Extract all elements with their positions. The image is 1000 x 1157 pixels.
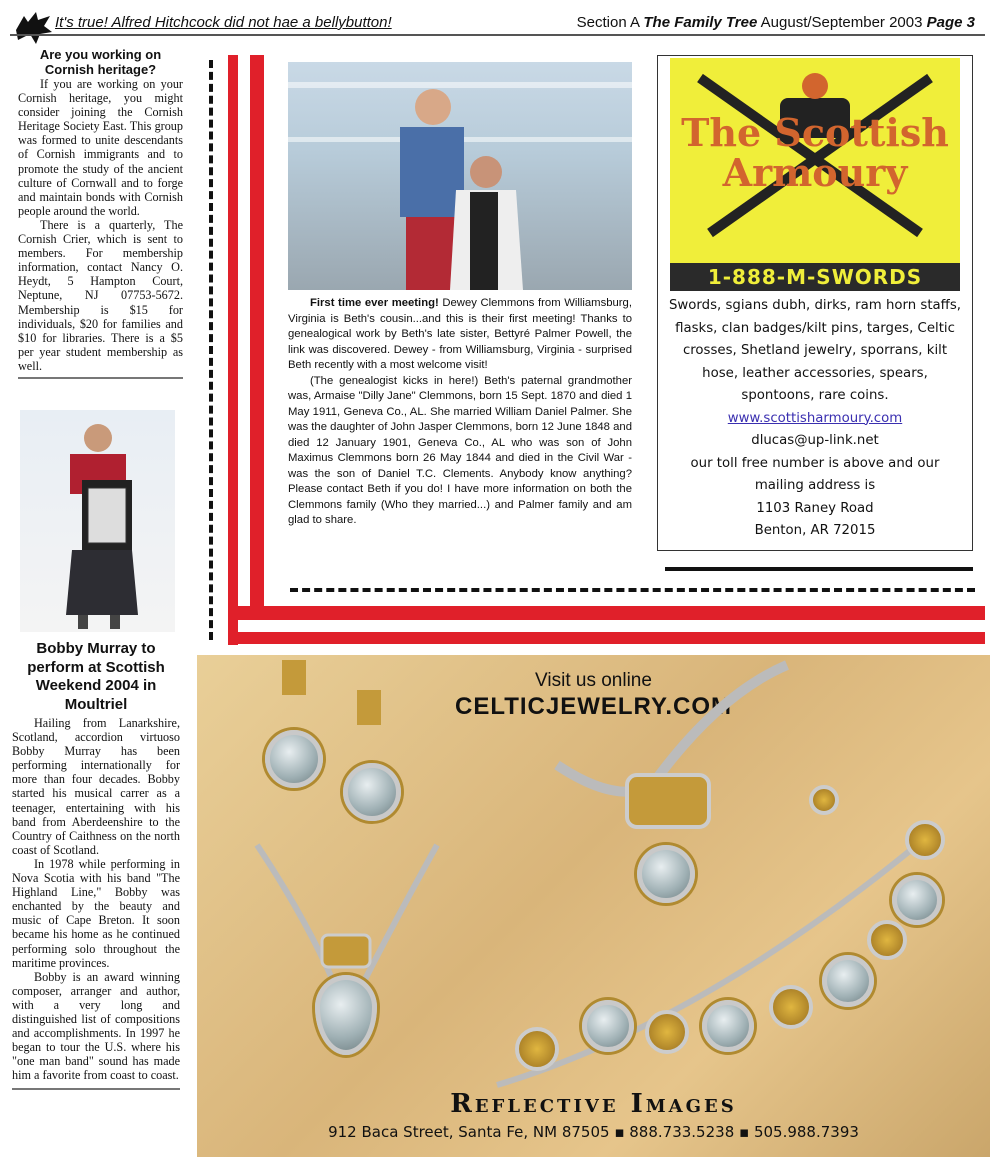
armoury-email: dlucas@up-link.net [751,433,879,448]
red-border [228,632,985,644]
page-header [10,6,985,36]
bobby-murray-photo [20,410,175,632]
red-border [228,606,985,620]
meeting-photo [288,62,632,290]
armoury-phone: 1-888-M-SWORDS [670,263,960,291]
celtic-jewelry-ad: Visit us online CELTICJEWELRY.COM Reflective Images 912 Baca Street, Santa Fe, NM 87505 ▪ 888.733.5238 ▪ 505.988.7393 [197,655,990,1157]
column-divider [209,60,213,640]
scottish-armoury-ad: The Scottish Armoury 1-888-M-SWORDS Swords, sgians dubh, dirks, ram horn staffs, flasks, clan badges/kilt pins, targes, Celtic crosses, Shetland jewelry, sporrans, kilt hose, leather accessories, spears, spontoons, rare coins. www.scottisharmoury.com dlucas@up-link.net our toll free number is above and our mailing address is 1103 Raney Road Benton, AR 72015 [657,55,973,551]
red-border [250,55,264,615]
divider [290,588,975,592]
cornish-article: Are you working on Cornish heritage? If you are working on your Cornish heritage, you might consider joining the Cornish Heritage Society East. This group was formed to unite descendants of Cornish immigrants and to promote the study of the ancient culture of Cornwall and to forge and maintain bonds with Cornish people around the world. There is a quarterly, The Cornish Crier, which is sent to members. For membership information, contact Nancy O. Heydt, 5 Hampton Court, Neptune, NJ 07753-5672. Membership is $15 for individuals, $20 for families and $10 for libraries. There is a $5 per year student membership as well. [18,47,183,379]
jewelry-photo [197,655,990,1157]
trivia-line: It's true! Alfred Hitchcock did not hae a bellybutton! [55,14,392,31]
divider [665,567,973,571]
armoury-logo: The Scottish Armoury [670,58,960,263]
page-info: Section A The Family Tree August/September 2003 Page 3 [576,14,975,31]
headline: Bobby Murray to perform at Scottish Weekend 2004 in Moultriel [27,640,165,713]
bobby-murray-article: Bobby Murray to perform at Scottish Weekend 2004 in Moultriel Hailing from Lanarkshire, Scotland, accordion virtuoso Bobby Murray has been performing internationally for more than four decades. Bobby started his musical carrer as a teenager, entertaining with his band from Aberdeenshire to the Country of Caithness on the north coast of Scotland. In 1978 while performing in Nova Scotia with his band "The Highland Line," Bobby was enchanted by the beauty and music of Cape Breton. It soon became his home as he continued performing solo throughout the maritime provinces. Bobby is an award winning composer, arranger and author, with a very long and distinguished list of compositions and accomplishments. In 1997 he began to tour the U.S. where his "one man band" sound has made him a favorite from coast to coast. [12,640,180,1090]
headline: Are you working on Cornish heritage? [39,47,162,77]
brand-name: Reflective Images [450,1089,737,1119]
armoury-website-link[interactable]: www.scottisharmoury.com [727,410,903,426]
red-border [228,55,238,645]
brand-address: 912 Baca Street, Santa Fe, NM 87505 ▪ 888.733.5238 ▪ 505.988.7393 [328,1123,859,1141]
meeting-caption: First time ever meeting! Dewey Clemmons from Williamsburg, Virginia is Beth's cousin...and this is their first meeting! Thanks to genealogical work by Beth's late sister, Bettyré Palmer Powell, the link was discovered. Dewey - from Williamsburg, Virginia - surprised Beth recently with a most welcome visit! (The genealogist kicks in here!) Beth's paternal grandmother was, Armaise "Dilly Jane" Clemmons, born 15 Sept. 1870 and died 1 May 1911, Geneva Co., AL. She married William Daniel Palmer. She was the daughter of John Jasper Clemmons, born 12 June 1848 and died 12 January 1901, Geneva Co., AL who was son of John Maximus Clemmons born 26 May 1844 and died in the Civil War - was the son of Daniel T.C. Clements. Anybody know anything? Please contact Beth if you do! I have more information on both the Clemmons family (Who they married...) and Palmer family and am glad to share. [288,297,632,526]
jewelry-url[interactable]: CELTICJEWELRY.COM [454,693,732,720]
